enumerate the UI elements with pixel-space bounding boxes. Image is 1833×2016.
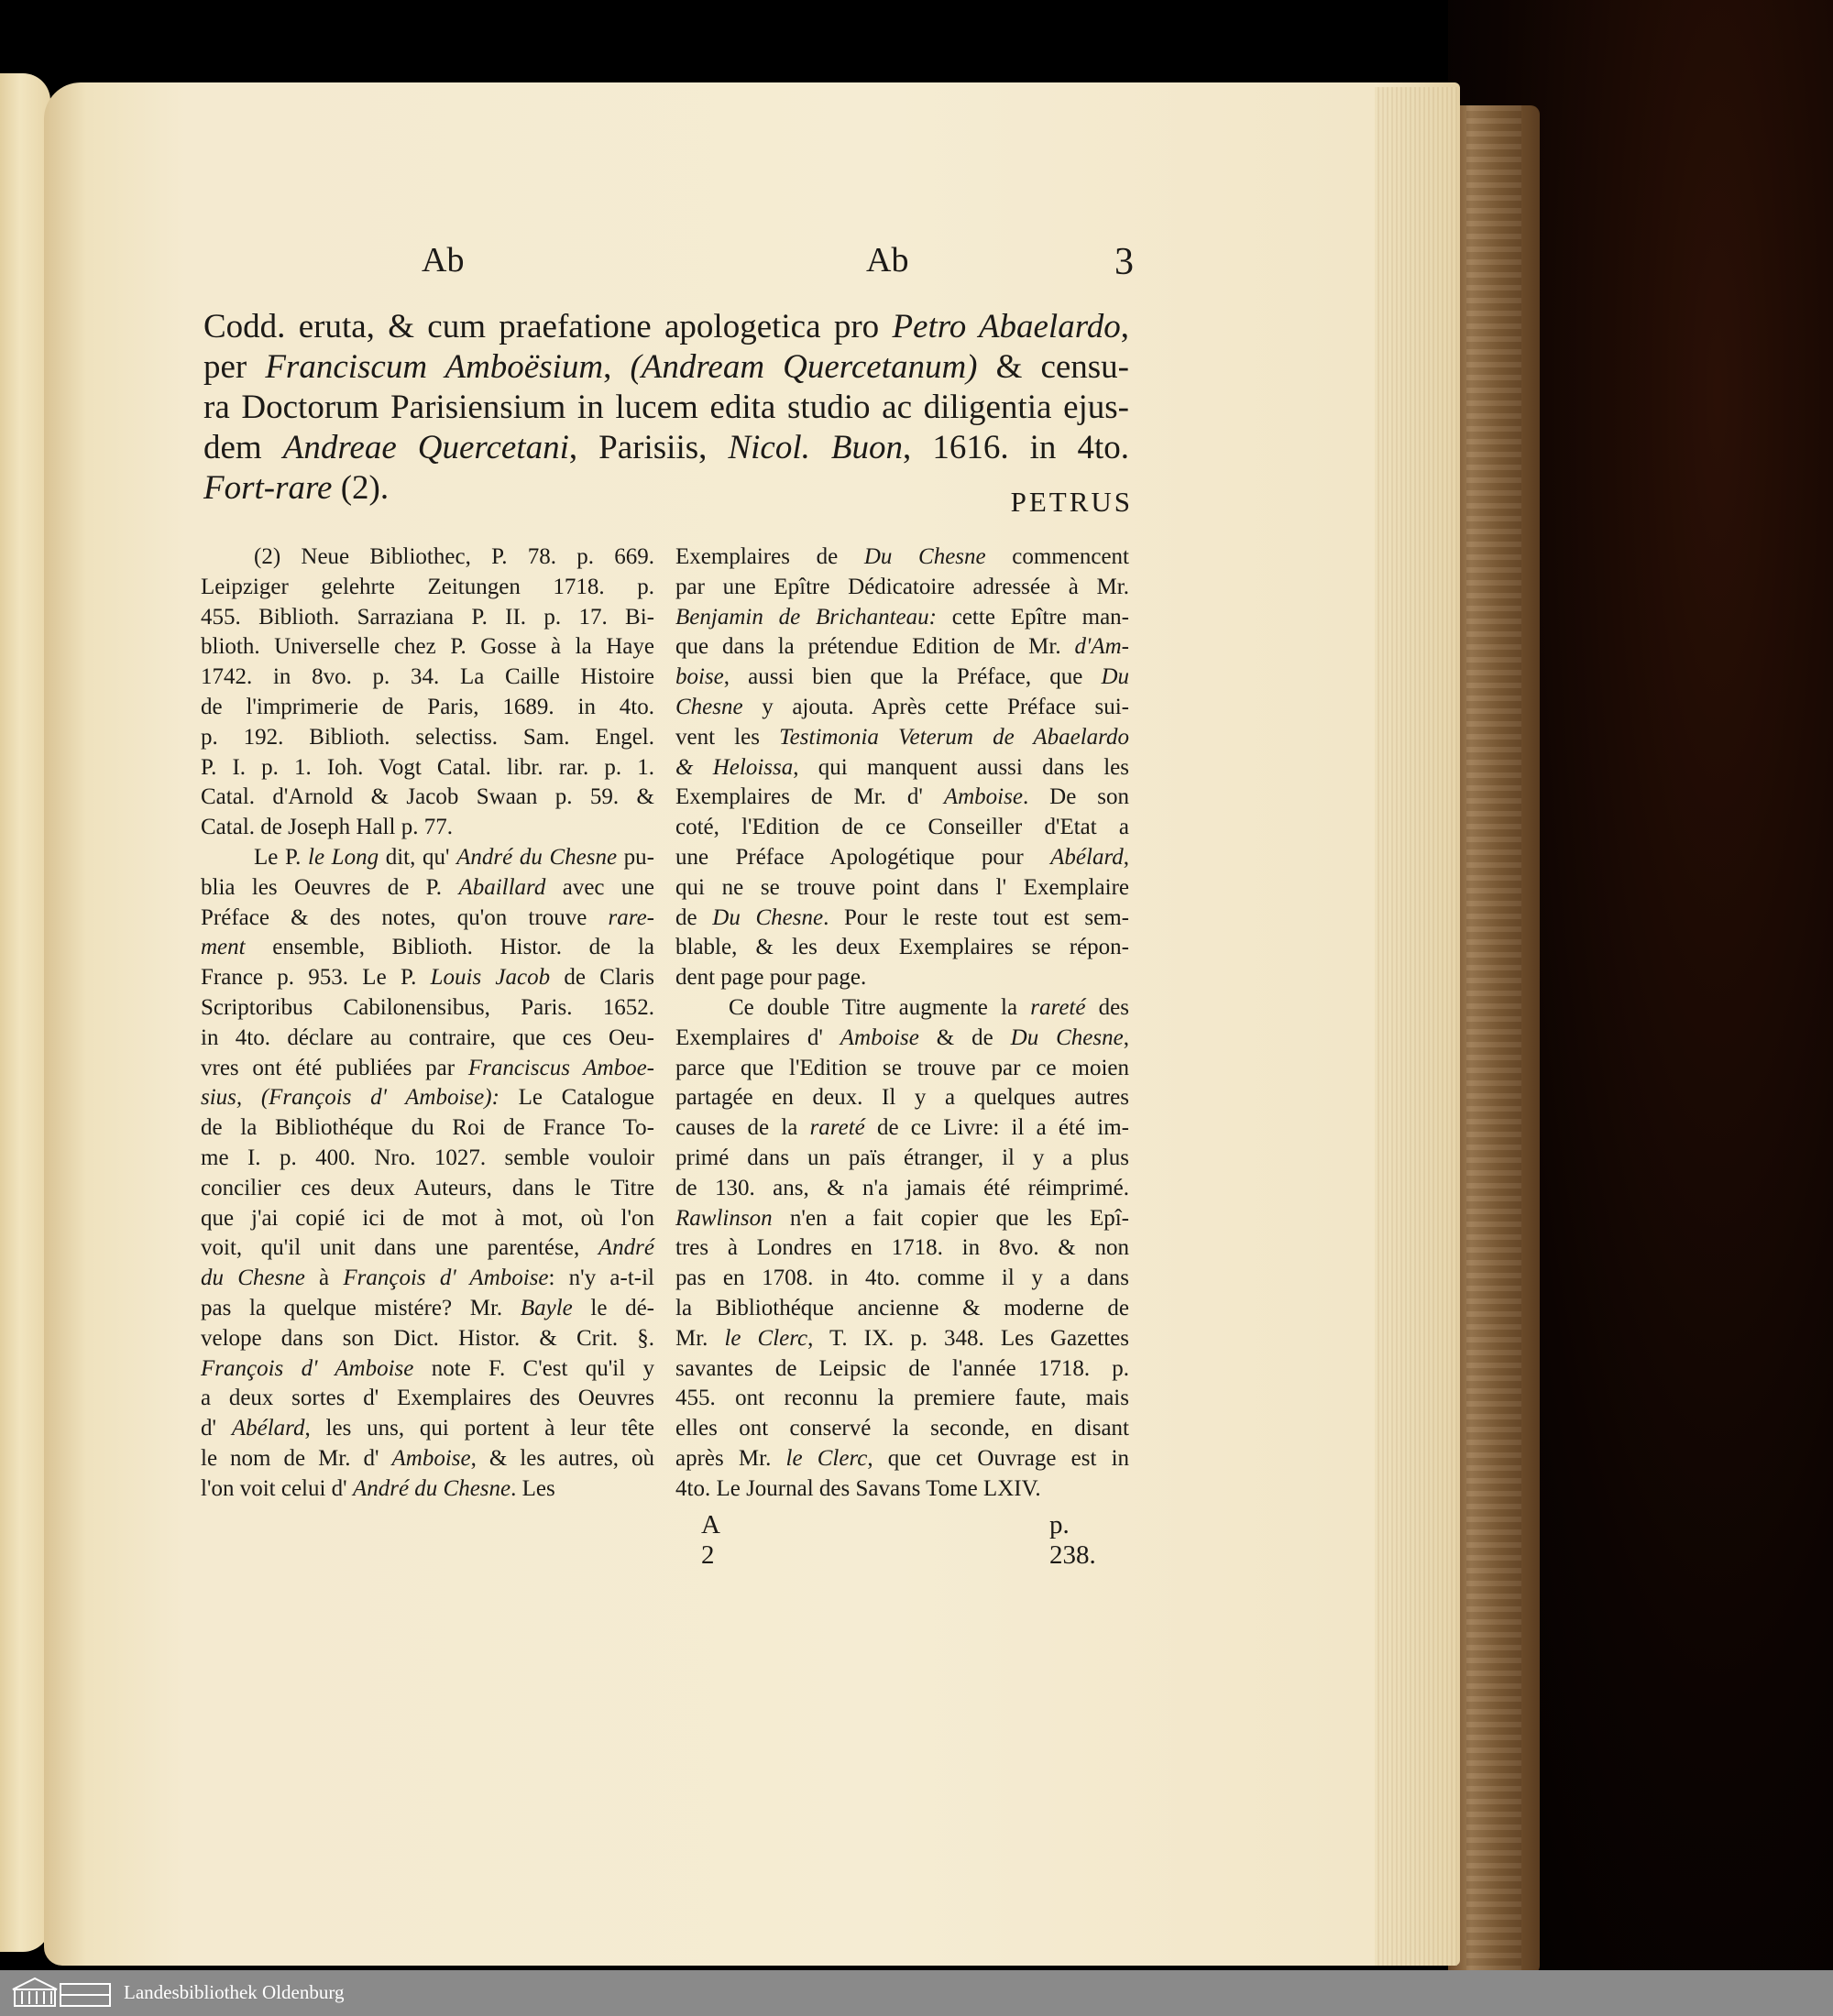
text-line: Mr. le Clerc, T. IX. p. 348. Les Gazettes (675, 1325, 1130, 1351)
text-line: ment ensemble, Biblioth. Histor. de la (201, 935, 654, 960)
text-line: après Mr. le Clerc, que cet Ouvrage est in (675, 1445, 1130, 1471)
text-line: causes de la rareté de ce Livre: il a été im- (675, 1115, 1130, 1141)
text-line: & Heloissa, qui manquent aussi dans les (675, 754, 1129, 780)
text-line: 455. ont reconnu la premiere faute, mais (675, 1386, 1129, 1411)
text-line: coté, l'Edition de ce Conseiller d'Etat a (675, 815, 1129, 840)
intro-line: Codd. eruta, & cum praefatione apologetica pro Petro Abaelardo, (203, 308, 1129, 345)
text-line: que j'ai copié ici de mot à mot, où l'on (201, 1205, 654, 1231)
text-line: sius, (François d' Amboise): Le Catalogue (201, 1085, 654, 1111)
text-line: a deux sortes d' Exemplaires des Oeuvres (201, 1386, 654, 1411)
text-line: Le P. le Long dit, qu' André du Chesne pu- (254, 844, 655, 870)
text-line: me I. p. 400. Nro. 1027. semble vouloir (201, 1145, 654, 1170)
running-head-center: Ab (866, 241, 909, 279)
text-line: pas la quelque mistére? Mr. Bayle le dé- (201, 1295, 654, 1320)
text-line: boise, aussi bien que la Préface, que Du (675, 664, 1129, 690)
intro-line: Fort-rare (2). (203, 469, 390, 507)
text-line: 455. Biblioth. Sarraziana P. II. p. 17. Bi- (201, 604, 654, 630)
intro-line: ra Doctorum Parisiensium in lucem edita studio ac diligentia ejus- (203, 389, 1129, 426)
text-line: du Chesne à François d' Amboise: n'y a-t-il (201, 1265, 654, 1291)
text-line: Benjamin de Brichanteau: cette Epître man- (675, 604, 1129, 630)
text-line: une Préface Apologétique pour Abélard, (675, 844, 1129, 870)
running-head-left: Ab (422, 241, 465, 279)
text-line: Préface & des notes, qu'on trouve rare- (201, 904, 654, 930)
text-line: Exemplaires de Mr. d' Amboise. De son (675, 784, 1129, 810)
intro-line: per Franciscum Amboësium, (Andream Quercetanum) & censu- (203, 348, 1130, 386)
text-line: par une Epître Dédicatoire adressée à Mr. (675, 574, 1129, 599)
text-line: 1742. in 8vo. p. 34. La Caille Histoire (201, 664, 654, 690)
text-line: velope dans son Dict. Histor. & Crit. §. (201, 1325, 654, 1351)
intro-paragraph (203, 307, 1129, 509)
catchword-bottom: p. 238. (1049, 1510, 1096, 1570)
text-line: de l'imprimerie de Paris, 1689. in 4to. (201, 694, 654, 719)
text-line: Rawlinson n'en a fait copier que les Epî- (675, 1205, 1129, 1231)
text-line: concilier ces deux Auteurs, dans le Titre (201, 1175, 654, 1200)
left-column (201, 542, 654, 1505)
text-line: primé dans un païs étranger, il y a plus (675, 1145, 1129, 1170)
text-line: pas en 1708. in 4to. comme il y a dans (675, 1265, 1129, 1291)
text-line: elles ont conservé la seconde, en disant (675, 1416, 1129, 1441)
text-line: Chesne y ajouta. Après cette Préface sui- (675, 694, 1129, 719)
text-line: voit, qu'il unit dans une parentése, André (201, 1235, 654, 1261)
catchword-heading: PETRUS (1010, 486, 1133, 518)
text-line: P. I. p. 1. Ioh. Vogt Catal. libr. rar. p. 1. (201, 754, 654, 780)
text-line: blable, & les deux Exemplaires se répon- (675, 935, 1129, 960)
text-line: le nom de Mr. d' Amboise, & les autres, où (201, 1445, 654, 1471)
library-name: Landesbibliothek Oldenburg (124, 1981, 345, 2003)
facing-page-edge (0, 73, 50, 1952)
text-line: Catal. d'Arnold & Jacob Swaan p. 59. & (201, 784, 654, 810)
page-block-edge (1375, 87, 1457, 1966)
text-line: Leipziger gelehrte Zeitungen 1718. p. (201, 574, 654, 599)
text-line: de la Bibliothéque du Roi de France To- (201, 1115, 654, 1141)
text-line: Exemplaires de Du Chesne commencent (675, 544, 1129, 569)
text-line: vent les Testimonia Veterum de Abaelardo (675, 724, 1129, 750)
text-line: in 4to. déclare au contraire, que ces Oeu- (201, 1024, 654, 1050)
text-line: qui ne se trouve point dans l' Exemplaire (675, 874, 1129, 900)
text-line: l'on voit celui d' André du Chesne. Les (201, 1475, 555, 1501)
signature-mark: A 2 (701, 1510, 719, 1570)
text-line: Exemplaires d' Amboise & de Du Chesne, (675, 1024, 1129, 1050)
text-line: p. 192. Biblioth. selectiss. Sam. Engel. (201, 724, 654, 750)
intro-line: dem Andreae Quercetani, Parisiis, Nicol. Buon, 1616. in 4to. (203, 429, 1130, 466)
page-number: 3 (1114, 241, 1134, 283)
text-line: parce que l'Edition se trouve par ce moien (675, 1055, 1129, 1080)
text-line: Scriptoribus Cabilonensibus, Paris. 1652. (201, 994, 654, 1020)
text-line: 4to. Le Journal des Savans Tome LXIV. (675, 1475, 1041, 1501)
text-line: blia les Oeuvres de P. Abaillard avec une (201, 874, 654, 900)
book-cover (1448, 105, 1540, 1975)
text-line: (2) Neue Bibliothec, P. 78. p. 669. (254, 544, 654, 569)
text-line: tres à Londres en 1718. in 8vo. & non (675, 1235, 1129, 1261)
text-line: que dans la prétendue Edition de Mr. d'Am- (675, 634, 1129, 660)
footer-bar (0, 1970, 1833, 2016)
right-column (675, 542, 1129, 1505)
text-line: de Du Chesne. Pour le reste tout est sem- (675, 904, 1129, 930)
text-line: France p. 953. Le P. Louis Jacob de Claris (201, 965, 654, 991)
text-line: d' Abélard, les uns, qui portent à leur tête (201, 1416, 654, 1441)
text-line: Catal. de Joseph Hall p. 77. (201, 815, 453, 840)
text-line: François d' Amboise note F. C'est qu'il y (201, 1355, 654, 1381)
text-line: la Bibliothéque ancienne & moderne de (675, 1295, 1129, 1320)
text-line: dent page pour page. (675, 965, 867, 991)
text-line: partagée en deux. Il y a quelques autres (675, 1085, 1129, 1111)
text-line: de 130. ans, & n'a jamais été réimprimé. (675, 1175, 1129, 1200)
text-line: vres ont été publiées par Franciscus Amboe- (201, 1055, 654, 1080)
text-line: savantes de Leipsic de l'année 1718. p. (675, 1355, 1129, 1381)
library-logo-icon (9, 1977, 115, 2010)
text-line: blioth. Universelle chez P. Gosse à la Haye (201, 634, 654, 660)
text-line: Ce double Titre augmente la rareté des (729, 994, 1129, 1020)
